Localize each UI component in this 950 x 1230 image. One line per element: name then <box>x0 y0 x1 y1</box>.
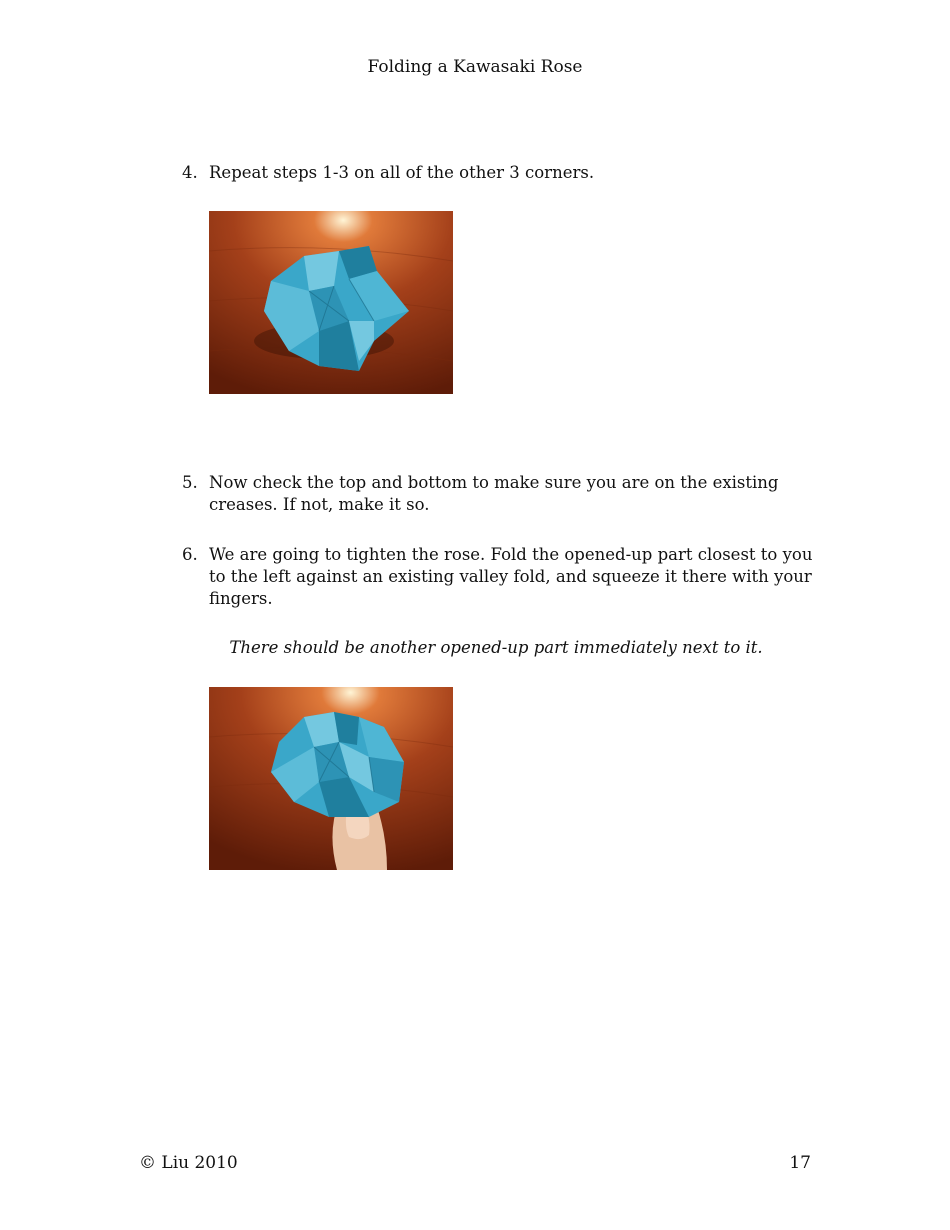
step-number: 4. <box>182 163 198 182</box>
page-header-title: Folding a Kawasaki Rose <box>367 57 583 77</box>
footer-copyright: © Liu 2010 <box>139 1153 238 1173</box>
rose-photo-step-6 <box>209 687 453 870</box>
step-text: Now check the top and bottom to make sure you are on the existing creases. If not, make it so. <box>209 473 779 514</box>
step-6-note: There should be another opened-up part immediately next to it. <box>229 638 763 657</box>
step-5 <box>182 472 822 516</box>
step-4 <box>182 162 822 184</box>
step-text: We are going to tighten the rose. Fold the opened-up part closest to you to the left against an existing valley fold, and squeeze it there with your fingers. <box>209 545 813 608</box>
step-6 <box>182 544 822 610</box>
footer-page-number: 17 <box>789 1153 811 1173</box>
rose-photo-image <box>209 687 453 870</box>
rose-photo-image <box>209 211 453 394</box>
step-number: 6. <box>182 545 198 564</box>
rose-photo-step-4 <box>209 211 453 394</box>
step-number: 5. <box>182 473 198 492</box>
step-text: Repeat steps 1-3 on all of the other 3 corners. <box>209 163 595 182</box>
